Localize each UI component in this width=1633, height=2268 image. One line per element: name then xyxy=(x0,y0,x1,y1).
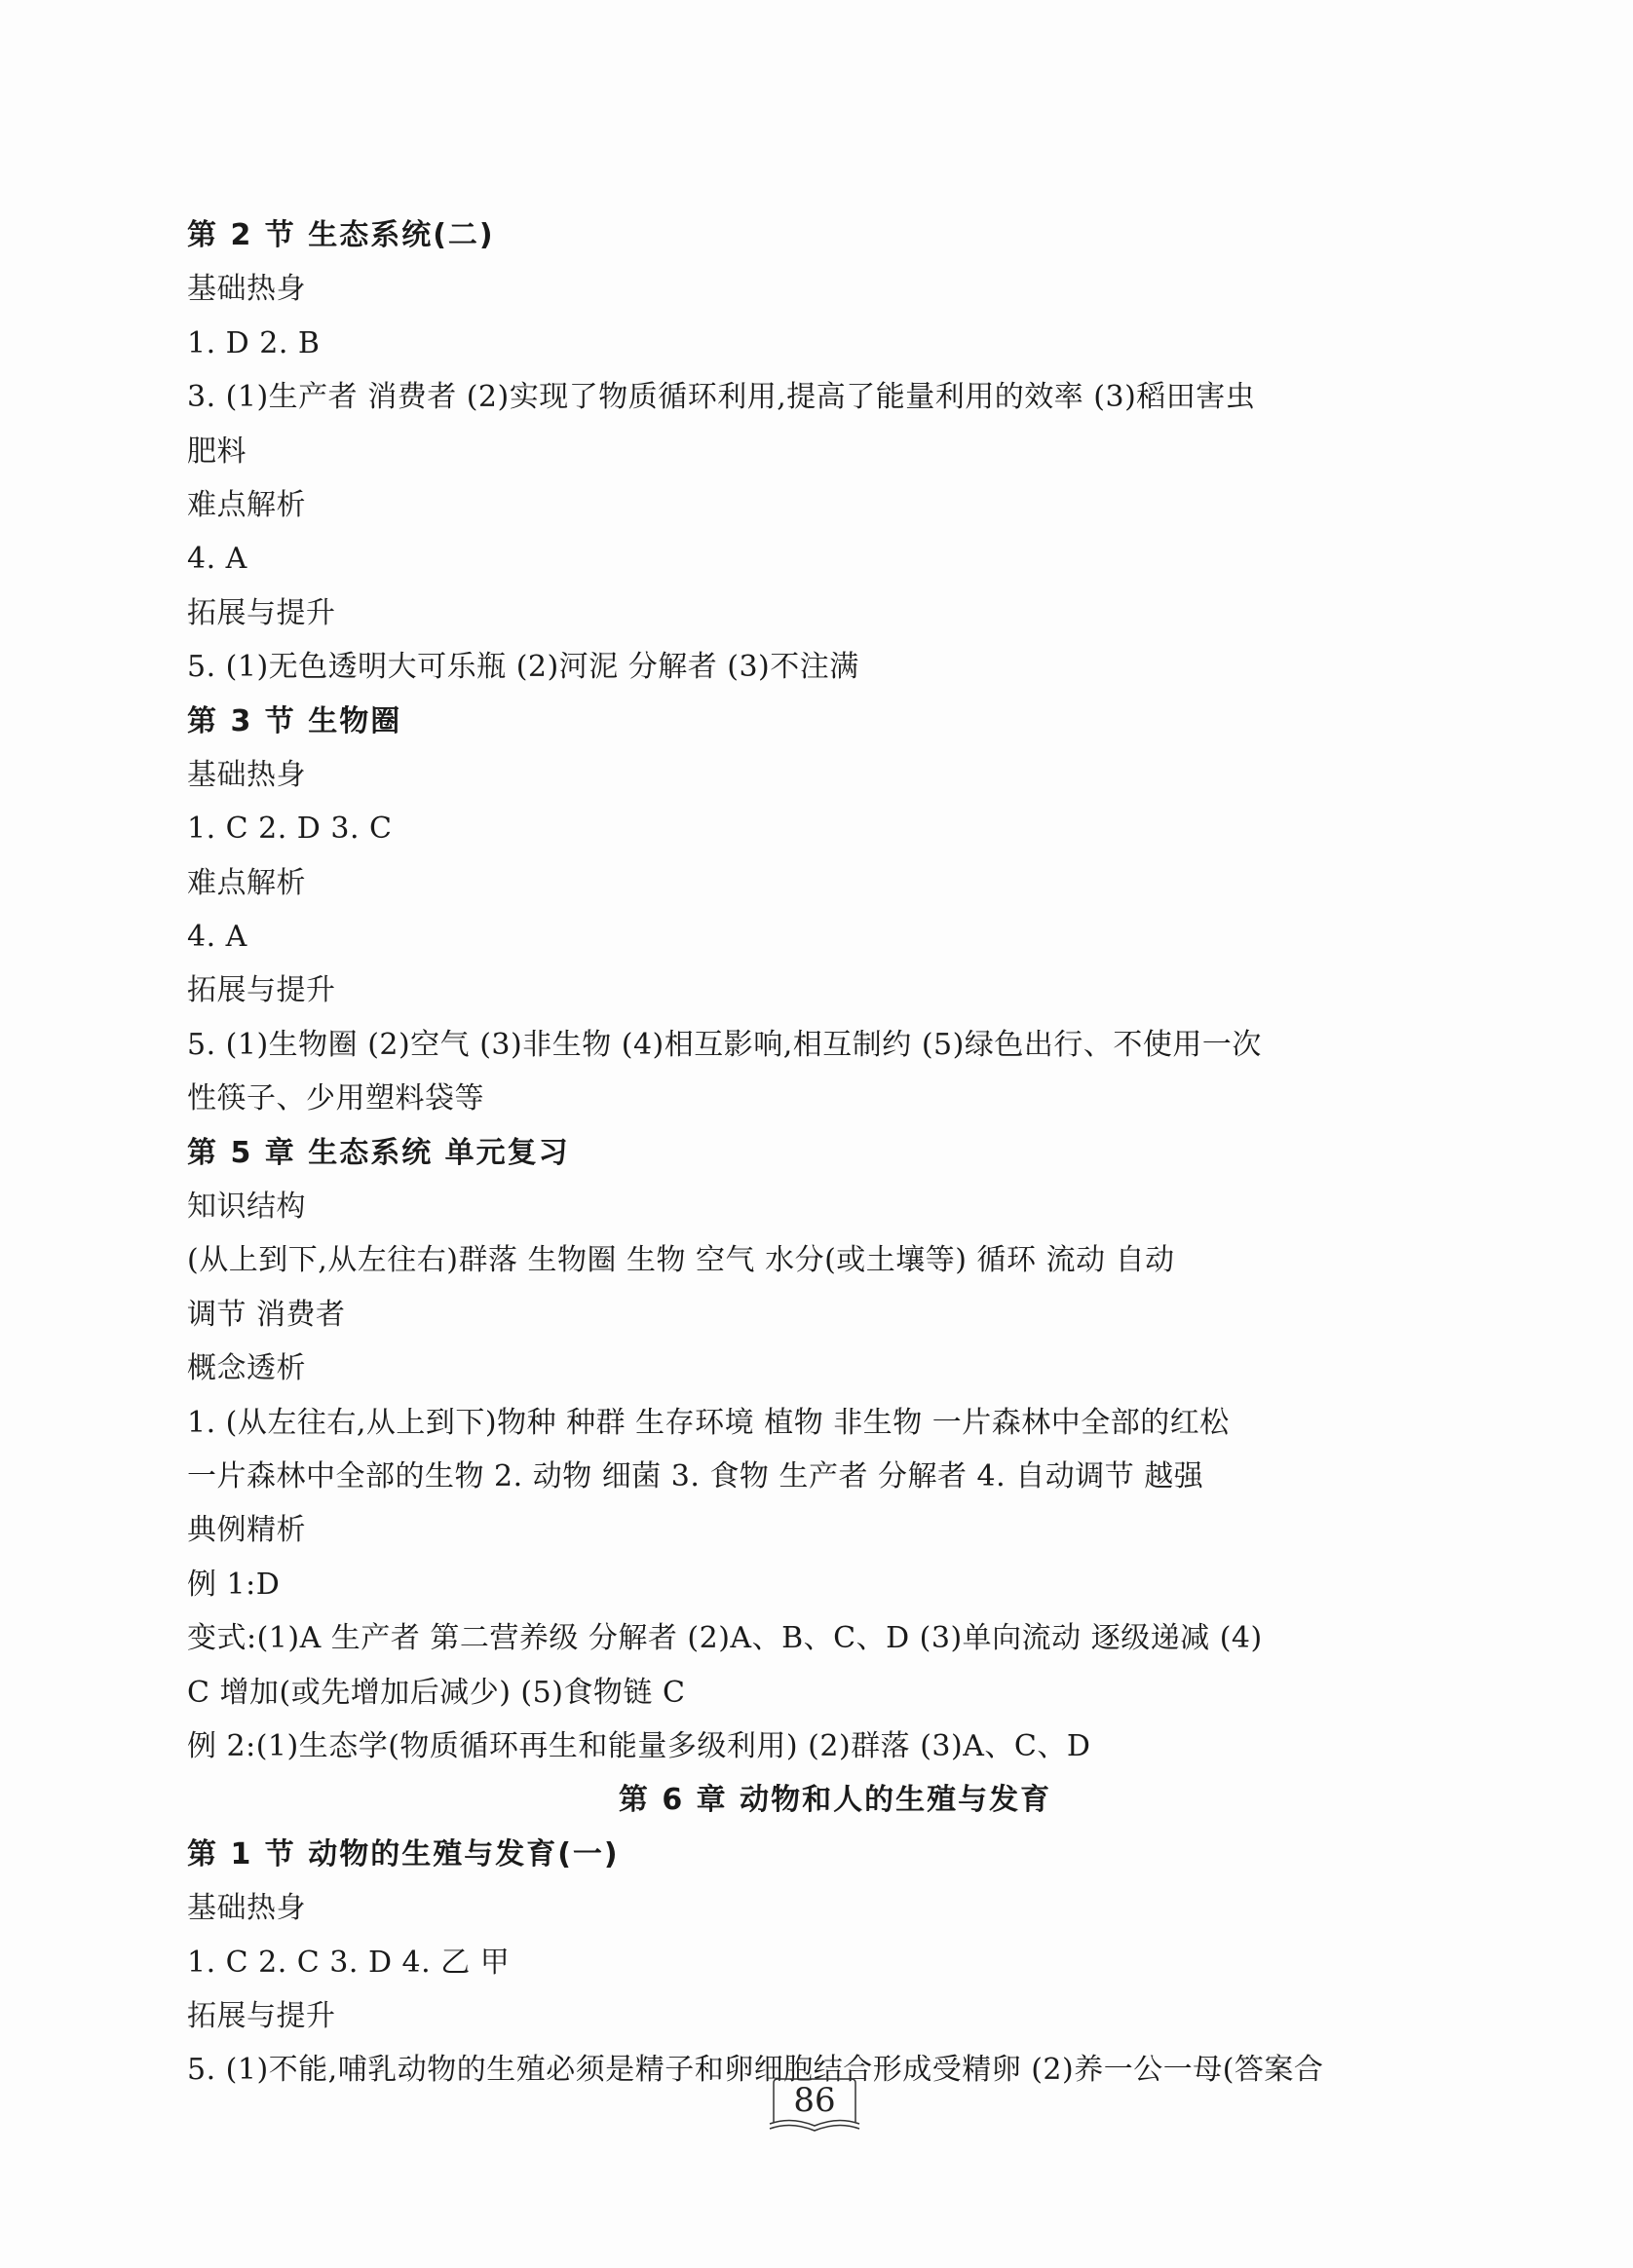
answer-line: 例 1:D xyxy=(187,1567,281,1602)
subsection-label: 难点解析 xyxy=(187,865,306,900)
section-heading: 第 3 节 生物圈 xyxy=(187,703,402,738)
subsection-label: 基础热身 xyxy=(187,1891,306,1926)
continuation-line: 调节 消费者 xyxy=(187,1297,346,1332)
subsection-label: 拓展与提升 xyxy=(187,973,336,1008)
continuation-line: 性筷子、少用塑料袋等 xyxy=(187,1081,484,1116)
subsection-label: 难点解析 xyxy=(187,487,306,522)
answer-line: 变式:(1)A 生产者 第二营养级 分解者 (2)A、B、C、D (3)单向流动 逐级递减 (4) xyxy=(187,1621,1263,1656)
chapter-heading: 第 6 章 动物和人的生殖与发育 xyxy=(618,1783,1052,1818)
subsection-label: 概念透析 xyxy=(187,1351,306,1386)
answer-line: 1. C 2. D 3. C xyxy=(187,812,393,847)
continuation-line: (从上到下,从左往右)群落 生物圈 生物 空气 水分(或土壤等) 循环 流动 自动 xyxy=(187,1243,1175,1278)
subsection-label: 知识结构 xyxy=(187,1190,306,1225)
answer-line: 3. (1)生产者 消费者 (2)实现了物质循环利用,提高了能量利用的效率 (3)稻田害虫 xyxy=(187,380,1256,415)
answer-line: 5. (1)无色透明大可乐瓶 (2)河泥 分解者 (3)不注满 xyxy=(187,650,859,685)
section-heading: 第 1 节 动物的生殖与发育(一) xyxy=(187,1836,620,1871)
continuation-line: C 增加(或先增加后减少) (5)食物链 C xyxy=(187,1675,686,1710)
subsection-label: 典例精析 xyxy=(187,1513,306,1548)
page-footer xyxy=(768,2075,861,2134)
answer-line: 5. (1)不能,哺乳动物的生殖必须是精子和卵细胞结合形成受精卵 (2)养一公一母(答案合 xyxy=(187,2053,1324,2088)
continuation-line: 肥料 xyxy=(187,434,247,469)
page-number: 86 xyxy=(793,2081,836,2120)
answer-line: 4. A xyxy=(187,920,247,955)
subsection-label: 基础热身 xyxy=(187,757,306,792)
answer-line: 1. (从左往右,从上到下)物种 种群 生存环境 植物 非生物 一片森林中全部的红松 xyxy=(187,1405,1230,1440)
subsection-label: 拓展与提升 xyxy=(187,1998,336,2033)
subsection-label: 基础热身 xyxy=(187,272,306,307)
subsection-label: 拓展与提升 xyxy=(187,595,336,630)
answer-line: 4. A xyxy=(187,542,247,577)
answer-content xyxy=(187,208,1444,2098)
answer-line: 1. D 2. B xyxy=(187,325,321,360)
answer-line: 5. (1)生物圈 (2)空气 (3)非生物 (4)相互影响,相互制约 (5)绿色出行、不使用一次 xyxy=(187,1027,1262,1062)
continuation-line: 一片森林中全部的生物 2. 动物 细菌 3. 食物 生产者 分解者 4. 自动调节 越强 xyxy=(187,1458,1204,1493)
answer-line: 例 2:(1)生态学(物质循环再生和能量多级利用) (2)群落 (3)A、C、D xyxy=(187,1728,1091,1763)
section-heading: 第 2 节 生态系统(二) xyxy=(187,218,495,252)
answer-line: 1. C 2. C 3. D 4. 乙 甲 xyxy=(187,1945,511,1980)
section-heading: 第 5 章 生态系统 单元复习 xyxy=(187,1135,570,1170)
